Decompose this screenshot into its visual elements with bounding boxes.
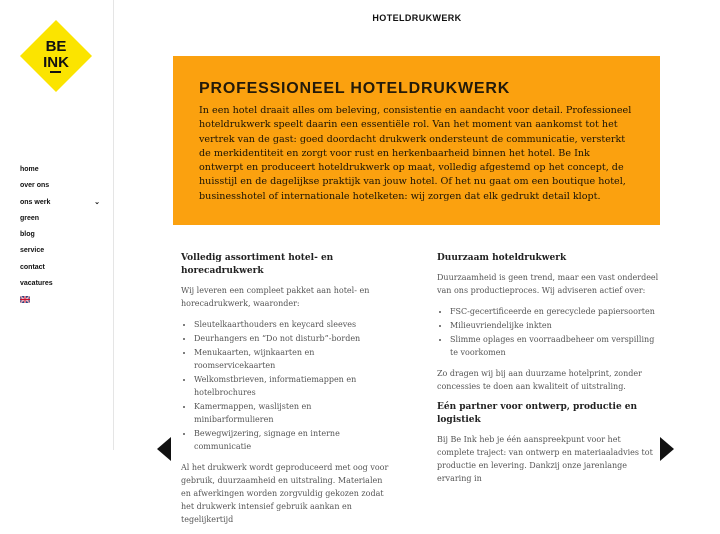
nav-item-home[interactable]: home: [20, 166, 39, 173]
main-content: [114, 0, 720, 524]
assortment-outro: Al het drukwerk wordt geproduceerd met oog voor gebruik, duurzaamheid en uitstraling. Materialen en afwerkingen worden zorgvuldig gekozen zodat het drukwerk intensief gebruik aankan en tegelijkertijd: [181, 463, 389, 524]
arrow-right-icon[interactable]: [660, 437, 674, 461]
nav-item-blog[interactable]: blog: [20, 231, 35, 239]
list-item: • Sleutelkaarthouders en keycard sleeves: [194, 318, 393, 331]
nav-item-vacatures[interactable]: vacatures: [20, 280, 53, 288]
list-item: • Menukaarten, wijnkaarten en roomservicekaarten: [194, 346, 393, 372]
nav-item-green[interactable]: green: [20, 214, 40, 222]
list-item: • Slimme oplages en voorraadbeheer om verspilling te voorkomen: [450, 333, 659, 359]
nav-item-over-ons[interactable]: over ons: [20, 182, 50, 190]
sustainability-outro: Zo dragen wij bij aan duurzame hotelprint, zonder concessies te doen aan kwaliteit of uitstraling.: [437, 369, 642, 391]
sustainability-heading: Duurzaam hoteldrukwerk: [437, 253, 567, 263]
uk-flag-icon[interactable]: [20, 296, 30, 303]
sustainability-list: [437, 305, 659, 359]
nav-item-service[interactable]: service: [20, 247, 45, 255]
logo-line1: BE: [45, 38, 67, 55]
assortment-list: [181, 318, 393, 453]
nav-item-ons-werk[interactable]: ons werk ⌄: [20, 195, 105, 211]
be-ink-logo[interactable]: [20, 20, 92, 92]
sustainability-column: [437, 252, 659, 493]
chevron-down-icon[interactable]: ⌄: [94, 198, 100, 206]
partner-heading: Eén partner voor ontwerp, productie en logistiek: [437, 402, 638, 425]
main-nav: [20, 162, 105, 292]
hero-heading: PROFESSIONEEL HOTELDRUKWERK: [199, 80, 511, 97]
list-item: • FSC-gecertificeerde en gerecyclede papiersoorten: [450, 305, 659, 318]
sidebar: [0, 0, 114, 450]
list-item: • Welkomstbrieven, informatiemappen en hotelbrochures: [194, 373, 393, 399]
partner-text: Bij Be Ink heb je één aanspreekpunt voor het complete traject: van ontwerp en materiaaladvies tot productie en levering. Dankzij onze jarenlange ervaring in: [437, 435, 653, 483]
assortment-column: [181, 252, 393, 534]
list-item: • Deurhangers en “Do not disturb”-borden: [194, 332, 393, 345]
logo-line2: INK: [43, 54, 69, 71]
list-item: • Milieuvriendelijke inkten: [450, 319, 659, 332]
page-title: HOTELDRUKWERK: [372, 13, 462, 23]
hero-box: [173, 56, 660, 225]
list-item: • Bewegwijzering, signage en interne communicatie: [194, 427, 393, 453]
assortment-intro: Wij leveren een compleet pakket aan hotel- en horecadrukwerk, waaronder:: [181, 286, 370, 308]
arrow-left-icon[interactable]: [157, 437, 171, 461]
assortment-heading: Volledig assortiment hotel- en horecadrukwerk: [181, 253, 334, 276]
list-item: • Kamermappen, waslijsten en minibarformulieren: [194, 400, 393, 426]
hero-text: In een hotel draait alles om beleving, consistentie en aandacht voor detail. Professioneel hoteldrukwerk speelt daarin een essentiële rol. Van het moment van aankomst tot het vertrek van de gast: goed doordacht drukwerk ondersteunt de communicatie, versterkt de merkidentiteit en zorgt voor rust en herkenbaarheid binnen het hotel. Be Ink ontwerpt en produceert hoteldrukwerk op maat, volledig afgestemd op het concept, de huisstijl en de dagelijkse praktijk van jouw hotel. Of het nu gaat om een boutique hotel, businesshotel of internationale hotelketen: wij zorgen dat elk gedrukt detail klopt.: [199, 105, 632, 202]
nav-item-contact[interactable]: contact: [20, 263, 45, 271]
sustainability-intro: Duurzaamheid is geen trend, maar een vast onderdeel van ons productieproces. Wij adviseren actief over:: [437, 273, 659, 295]
